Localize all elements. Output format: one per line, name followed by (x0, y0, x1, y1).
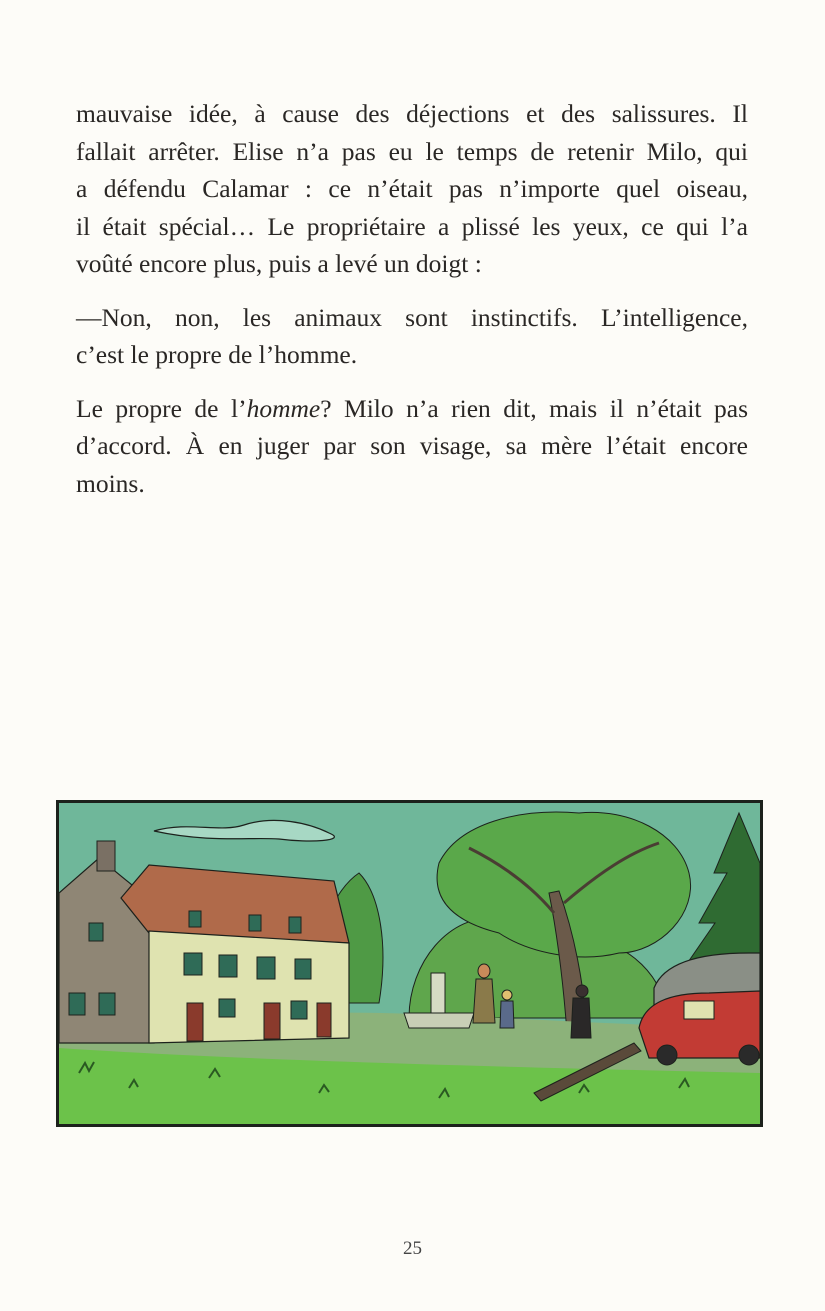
text-line: d’accord. À en juger par son visage, sa mère l’était encore (76, 431, 748, 460)
text-line: fallait arrêter. Elise n’a pas eu le temps de retenir Milo, qui (76, 136, 748, 166)
fountain-column (431, 973, 445, 1013)
text-line: moins. (76, 468, 145, 498)
text-line: c’est le propre de l’homme. (76, 340, 358, 369)
text-line: a défendu Calamar : ce n’était pas n’importe quel oiseau, (76, 174, 748, 203)
italic-word: homme (246, 393, 321, 423)
text-run: Le propre de l’ (76, 393, 247, 423)
illustration-panel (56, 800, 763, 1127)
body-text (76, 95, 748, 518)
car-wheel (657, 1045, 677, 1065)
text-line: voûté encore plus, puis a levé un doigt : (76, 249, 482, 278)
paragraph-3 (76, 390, 748, 503)
car-window (684, 1001, 714, 1019)
chimney (97, 841, 115, 871)
text-run: ? Milo n’a rien dit, mais il n’était pas (320, 393, 748, 423)
text-line (76, 390, 748, 428)
village-scene-illustration (59, 803, 760, 1124)
paragraph-2-dialogue (76, 299, 748, 374)
text-line: il était spécial… Le propriétaire a plissé les yeux, ce qui l’a (76, 211, 748, 241)
page-number: 25 (403, 1238, 422, 1259)
text-line: —Non, non, les animaux sont instinctifs. L’intelligence, (76, 302, 748, 332)
text-line: mauvaise idée, à cause des déjections et des salissures. Il (76, 99, 748, 128)
paragraph-1 (76, 95, 748, 283)
car-wheel (739, 1045, 759, 1065)
fountain-basin (404, 1013, 474, 1028)
